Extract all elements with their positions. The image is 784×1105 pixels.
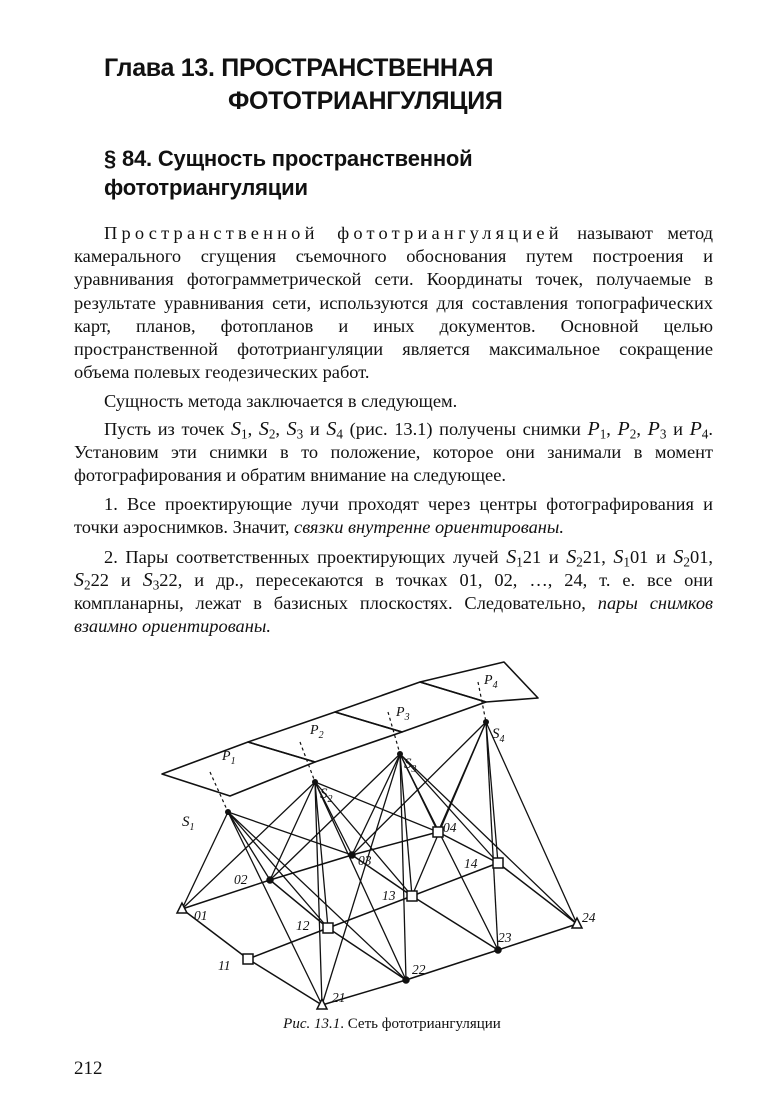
paragraph-2: Сущность метода заключается в следующем. bbox=[104, 391, 458, 412]
paragraph-5: 2. Пары соответственных проектирующих лучей $S_121$ и $S_221$, $S_101$ и $S_201$, $S_222$ и $S_322$, и др., пересекаются в точках 01, 02, …, 24, т. е. все они компланарны, лежат в базисных плоскостях. Следовательно, пары снимков взаимно ориентированы. bbox=[74, 545, 713, 637]
symbol-p3: $P_3$ bbox=[647, 417, 667, 441]
label-24: 24 bbox=[582, 910, 596, 925]
label-p2: $P_2$ bbox=[310, 723, 324, 741]
section-title-line1: § 84. Сущность пространственной bbox=[104, 146, 473, 171]
center-s2-marker bbox=[312, 779, 318, 785]
italic-conclusion-2: пары снимков взаимно ориентированы. bbox=[74, 593, 713, 637]
point-03-marker bbox=[349, 852, 355, 858]
label-s1: $S_1$ bbox=[182, 814, 195, 833]
label-s4: $S_4$ bbox=[492, 726, 505, 745]
caption-text: . Сеть фототриангуляции bbox=[340, 1016, 501, 1032]
section-title bbox=[104, 144, 704, 202]
point-22-marker bbox=[403, 977, 409, 983]
center-s1-marker bbox=[225, 809, 231, 815]
label-02: 02 bbox=[234, 872, 248, 887]
chapter-title-line1: Глава 13. ПРОСТРАНСТВЕННАЯ bbox=[104, 54, 494, 82]
label-p1: $P_1$ bbox=[222, 749, 236, 767]
symbol-s4: $S_4$ bbox=[326, 417, 343, 441]
paragraph-1 bbox=[74, 222, 713, 384]
italic-conclusion-1: связки внутренне ориентированы. bbox=[294, 517, 564, 538]
point-14-marker bbox=[493, 858, 503, 868]
photo-p4 bbox=[420, 662, 538, 702]
label-s3: $S_3$ bbox=[404, 756, 417, 775]
point-02-marker bbox=[267, 877, 273, 883]
section-title-line2: фототриангуляции bbox=[104, 175, 308, 200]
network-diagram bbox=[160, 660, 600, 1016]
photo-p1 bbox=[162, 742, 315, 796]
paragraph-4: 1. Все проектирующие лучи проходят через центры фотографирования и точки аэроснимков. Значит, связки внутренне ориентированы. bbox=[74, 494, 713, 538]
figure-triangulation-network bbox=[160, 660, 600, 1016]
point-12-marker bbox=[323, 923, 333, 933]
label-p4: $P_4$ bbox=[484, 673, 498, 691]
symbol-s3: $S_3$ bbox=[286, 417, 304, 441]
page-number: 212 bbox=[74, 1058, 103, 1079]
label-23: 23 bbox=[498, 930, 512, 945]
paragraph-3: Пусть из точек $S_1$, $S_2$, $S_3$ и $S_4$ (рис. 13.1) получены снимки $P_1$, $P_2$, $P_3$ и $P_4$. Установим эти снимки в то положение, которое они занимали в момент фотографирования и обратим внимание на следующее. bbox=[74, 417, 713, 486]
label-13: 13 bbox=[382, 888, 396, 903]
ground-points bbox=[177, 827, 582, 1009]
body-text bbox=[74, 222, 713, 644]
label-22: 22 bbox=[412, 962, 426, 977]
photo-p3 bbox=[335, 682, 486, 732]
label-03: 03 bbox=[358, 853, 372, 868]
figure-caption bbox=[0, 1016, 784, 1033]
symbol-p2: $P_2$ bbox=[617, 417, 637, 441]
chapter-title-line2: ФОТОТРИАНГУЛЯЦИЯ bbox=[228, 87, 503, 115]
center-s4-marker bbox=[483, 719, 489, 725]
caption-prefix: Рис. 13.1 bbox=[283, 1016, 341, 1032]
symbol-s2: $S_2$ bbox=[258, 417, 276, 441]
point-24-marker bbox=[572, 918, 582, 928]
symbol-p4: $P_4$ bbox=[689, 417, 709, 441]
symbol-s1: $S_1$ bbox=[230, 417, 248, 441]
term-spaced: Пространственной фототриангуляцией bbox=[104, 223, 563, 243]
point-11-marker bbox=[243, 954, 253, 964]
label-01: 01 bbox=[194, 908, 208, 923]
paragraph-1-text: называют метод камерального сгущения съемочного обоснования путем построения и уравнивания фотограмметрической сети. Координаты точек, получаемые в результате уравнивания сети, используются для составления топографических карт, планов, фотопланов и иных документов. Основной целью пространственной фототриангуляции является максимальное сокращение объема полевых геодезических работ. bbox=[74, 223, 713, 383]
photo-p2 bbox=[248, 712, 402, 762]
center-s3-marker bbox=[397, 751, 403, 757]
chapter-title bbox=[104, 52, 704, 118]
label-21: 21 bbox=[332, 990, 346, 1005]
label-12: 12 bbox=[296, 918, 310, 933]
label-s2: $S_2$ bbox=[320, 786, 333, 805]
symbol-p1: $P_1$ bbox=[587, 417, 607, 441]
point-23-marker bbox=[495, 947, 501, 953]
point-04-marker bbox=[433, 827, 443, 837]
point-13-marker bbox=[407, 891, 417, 901]
label-14: 14 bbox=[464, 856, 478, 871]
label-11: 11 bbox=[218, 958, 231, 973]
label-p3: $P_3$ bbox=[396, 705, 410, 723]
label-04: 04 bbox=[443, 820, 457, 835]
